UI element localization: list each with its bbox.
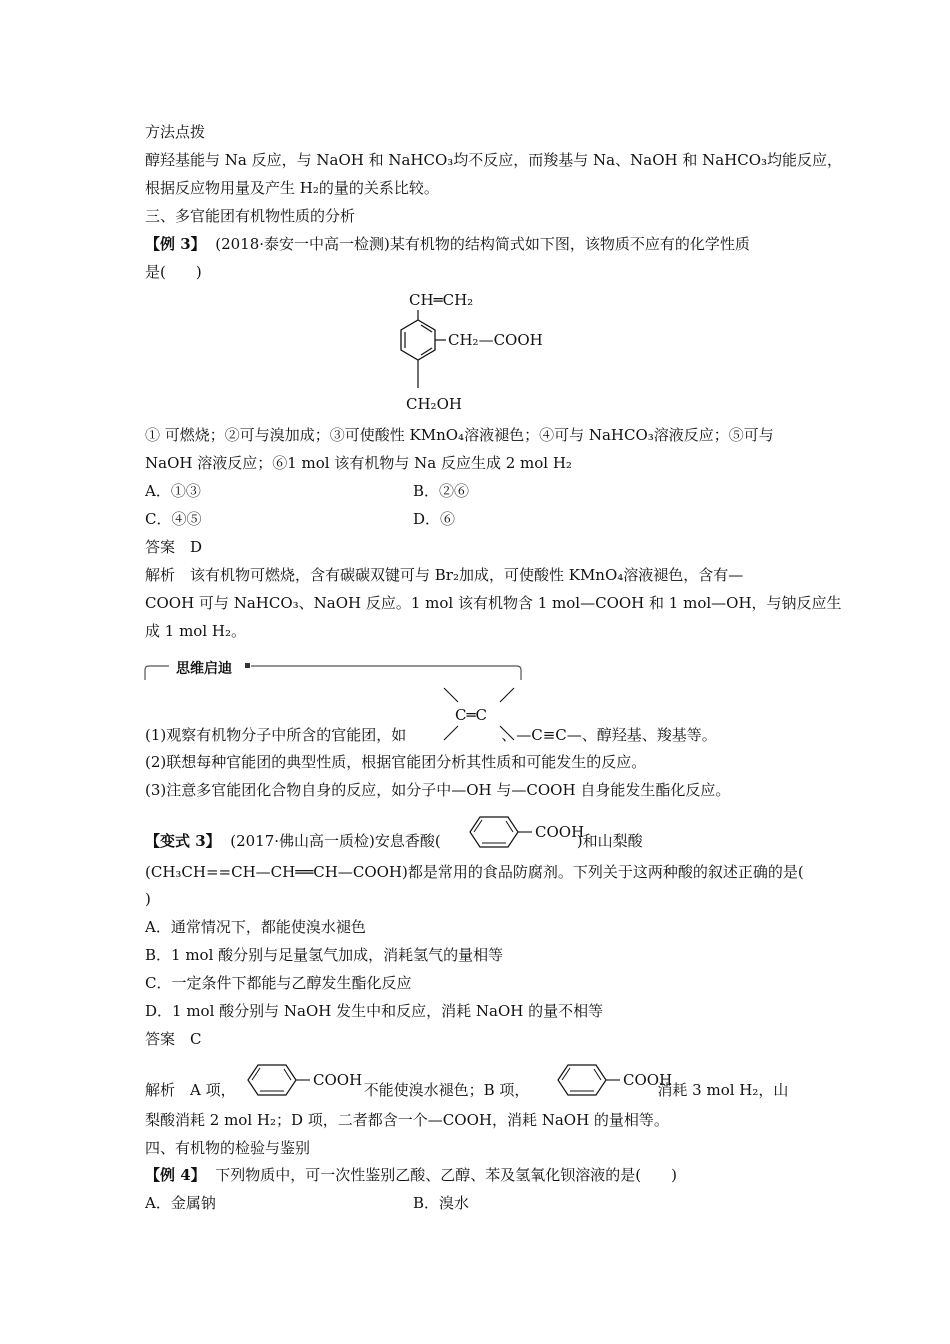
variant3-analysis-mid: 不能使溴水褪色；B 项， — [363, 1081, 530, 1099]
ring-inner-bond-3 — [421, 348, 432, 355]
example4-stem — [145, 1165, 677, 1185]
thinking-title: 思维启迪 — [172, 658, 236, 678]
variant3-stem-post: )和山梨酸 — [576, 832, 643, 850]
example4-stem-text: 下列物质中，可一次性鉴别乙酸、乙醇、苯及氢氧化钡溶液的是( ) — [215, 1166, 677, 1184]
structure-bottom-label: CH₂OH — [406, 395, 462, 413]
variant3-stem-line2: (CH₃CH==CH—CH══CH—COOH)都是常用的食品防腐剂。下列关于这两种酸的叙述正确的是( — [145, 863, 804, 881]
example3-label: 【例 3】 — [145, 235, 206, 253]
benzoic-acid-structure-1 — [460, 812, 600, 852]
section4-title: 四、有机物的检验与鉴别 — [145, 1139, 311, 1157]
example3-analysis-line2: COOH 可与 NaHCO₃、NaOH 反应。1 mol 该有机物含 1 mol—COOH 和 1 mol—OH，与钠反应生 — [145, 594, 842, 612]
example3-analysis-line3: 成 1 mol H₂。 — [145, 622, 246, 640]
benzoic-cooh-label-3: COOH — [623, 1071, 673, 1089]
thinking-item3: (3)注意多官能团化合物自身的反应，如分子中—OH 与—COOH 自身能发生酯化反应。 — [145, 781, 731, 799]
thinking-item2: (2)联想每种官能团的典型性质，根据官能团分析其性质和可能发生的反应。 — [145, 753, 647, 771]
example4-option-a: A．金属钠 — [145, 1194, 216, 1212]
example3-option-c: C．④⑤ — [145, 510, 202, 528]
section3-title: 三、多官能团有机物性质的分析 — [145, 207, 356, 225]
example3-props-line2: NaOH 溶液反应；⑥1 mol 该有机物与 Na 反应生成 2 mol H₂ — [145, 454, 572, 472]
example3-analysis-line1: 解析 该有机物可燃烧，含有碳碳双键可与 Br₂加成，可使酸性 KMnO₄溶液褪色，含有— — [145, 566, 744, 584]
benzoic-cooh-label-1: COOH — [535, 823, 585, 841]
example3-props-line1: ① 可燃烧；②可与溴加成；③可使酸性 KMnO₄溶液褪色；④可与 NaHCO₃溶液反应；⑤可与 — [145, 426, 774, 444]
ring-inner-bond-2 — [421, 325, 432, 332]
benzene-ring — [401, 320, 435, 360]
variant3-analysis-end: 消耗 3 mol H₂，山 — [657, 1081, 789, 1099]
thinking-item1 — [145, 725, 717, 745]
variant3-option-d: D．1 mol 酸分别与 NaOH 发生中和反应，消耗 NaOH 的量不相等 — [145, 1002, 604, 1020]
method-tip-title: 方法点拨 — [145, 123, 206, 141]
example3-stem-line2: 是( ) — [145, 263, 202, 281]
structure-top-label: CH═CH₂ — [409, 291, 474, 309]
variant3-answer: 答案 C — [145, 1030, 202, 1048]
variant3-analysis-a: 解析 A 项， — [145, 1081, 236, 1099]
cc-label: C═C — [455, 706, 487, 724]
variant3-option-b: B．1 mol 酸分别与足量氢气加成，消耗氢气的量相等 — [145, 946, 504, 964]
example3-option-a: A．①③ — [145, 482, 201, 500]
method-tip-line2: 根据反应物用量及产生 H₂的量的关系比较。 — [145, 179, 439, 197]
variant3-stem-pre: (2017·佛山高一质检)安息香酸( — [230, 832, 441, 850]
variant3-label: 【变式 3】 — [145, 832, 221, 850]
benzoic-cooh-label-2: COOH — [313, 1071, 363, 1089]
variant3-option-c: C．一定条件下都能与乙醇发生酯化反应 — [145, 974, 412, 992]
variant3-stem-line3: ) — [145, 890, 151, 908]
example3-answer: 答案 D — [145, 538, 203, 556]
variant3-option-a: A．通常情况下，都能使溴水褪色 — [145, 918, 366, 936]
method-tip-line1: 醇羟基能与 Na 反应，与 NaOH 和 NaHCO₃均不反应，而羧基与 Na、NaOH 和 NaHCO₃均能反应， — [145, 151, 843, 169]
thinking-item1-post: 、—C≡C—、醇羟基、羧基等。 — [501, 726, 717, 744]
variant3-analysis-line2: 梨酸消耗 2 mol H₂；D 项，二者都含一个—COOH，消耗 NaOH 的量相等。 — [145, 1111, 669, 1129]
structure-right-label: CH₂—COOH — [448, 331, 543, 349]
example3-stem — [145, 234, 750, 254]
example3-stem-line1: (2018·泰安一中高一检测)某有机物的结构简式如下图，该物质不应有的化学性质 — [215, 235, 750, 253]
example3-option-d: D．⑥ — [413, 510, 456, 528]
example4-label: 【例 4】 — [145, 1166, 206, 1184]
example3-option-b: B．②⑥ — [413, 482, 470, 500]
benzoic-acid-structure-2 — [238, 1060, 378, 1100]
thinking-item1-pre: (1)观察有机物分子中所含的官能团，如 — [145, 726, 407, 744]
example3-structure — [380, 288, 580, 420]
example4-option-b: B．溴水 — [413, 1194, 470, 1212]
benzoic-acid-structure-3 — [548, 1060, 688, 1100]
